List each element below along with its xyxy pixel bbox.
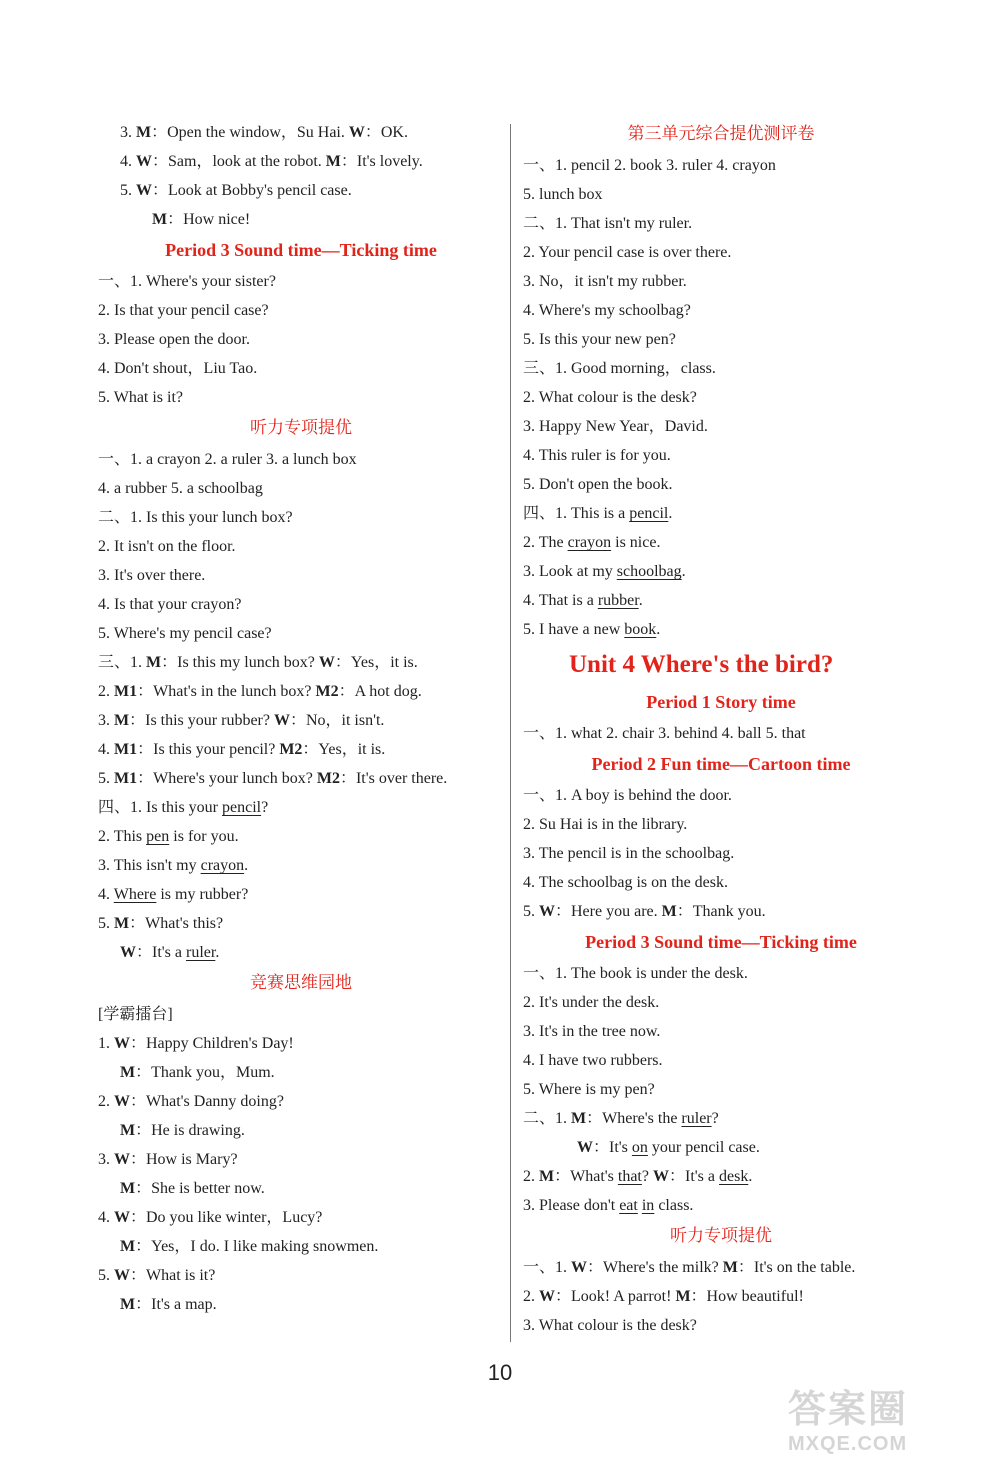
- answer-segment: 2. This: [98, 828, 147, 845]
- answer-segment: 1.: [98, 1035, 114, 1052]
- answer-segment: 3. It's in the tree now.: [523, 1023, 661, 1040]
- answer-line: [96, 1232, 506, 1261]
- answer-segment: 3. What colour is the desk?: [523, 1317, 697, 1334]
- answer-segment: W: [114, 1093, 130, 1110]
- answer-segment: M: [152, 211, 168, 228]
- answer-line: [96, 503, 506, 532]
- answer-segment: ：Is this your rubber?: [129, 712, 274, 729]
- answer-line: [96, 822, 506, 851]
- answer-segment: W: [136, 153, 152, 170]
- answer-line: [521, 1162, 921, 1191]
- answer-line: [521, 267, 921, 296]
- answer-line: [521, 1133, 921, 1162]
- answer-segment: M: [325, 153, 341, 170]
- answer-segment: ：Where's your lunch box?: [137, 770, 317, 787]
- answer-segment: 四、1. This is a: [523, 505, 630, 522]
- answer-segment: 二、1.: [523, 1110, 572, 1127]
- answer-segment: .: [656, 621, 661, 638]
- answer-line: [96, 1203, 506, 1232]
- answer-segment: W: [114, 1035, 130, 1052]
- answer-line: [521, 180, 921, 209]
- answer-segment: 3. The pencil is in the schoolbag.: [523, 845, 735, 862]
- answer-segment: your pencil case.: [647, 1139, 760, 1156]
- answer-segment: 2. The: [523, 534, 568, 551]
- answer-segment: is nice.: [611, 534, 661, 551]
- answer-segment: W: [120, 944, 136, 961]
- answer-line: [96, 735, 506, 764]
- answer-line: [521, 719, 921, 748]
- answer-line: [521, 868, 921, 897]
- answer-line: [521, 1282, 921, 1311]
- answer-segment: W: [136, 182, 152, 199]
- answer-segment: 2. Is that your pencil case?: [98, 302, 269, 319]
- answer-segment: M: [136, 124, 152, 141]
- answer-segment: W: [318, 654, 335, 671]
- answer-segment: 4. The schoolbag is on the desk.: [523, 874, 729, 891]
- answer-segment: 2. It's under the desk.: [523, 994, 660, 1011]
- answer-line: [96, 1000, 506, 1029]
- answer-segment: ：Here you are.: [555, 903, 662, 920]
- answer-line: [521, 615, 921, 644]
- answer-segment: 四、1. Is this your: [98, 799, 223, 816]
- answer-segment: M: [675, 1288, 691, 1305]
- answer-segment: ：What's: [554, 1168, 618, 1185]
- answer-segment: ：Is this your pencil?: [137, 741, 280, 758]
- answer-segment: 一、1. what 2. chair 3. behind 4. ball 5. that: [523, 725, 806, 742]
- section-heading: Period 1 Story time: [646, 692, 796, 712]
- answer-segment: ruler: [186, 944, 216, 961]
- answer-segment: 一、1.: [523, 1259, 572, 1276]
- answer-segment: W: [539, 903, 555, 920]
- answer-segment: ：Happy Children's Day!: [130, 1035, 294, 1052]
- answer-segment: 2.: [98, 1093, 114, 1110]
- answer-segment: ?: [641, 1168, 653, 1185]
- answer-segment: W: [539, 1288, 555, 1305]
- answer-segment: 3. Please open the door.: [98, 331, 250, 348]
- answer-segment: 5. Where's my pencil case?: [98, 625, 272, 642]
- answer-segment: ：Where's the: [586, 1110, 682, 1127]
- answer-segment: ：What is it?: [130, 1267, 216, 1284]
- answer-segment: 3. It's over there.: [98, 567, 206, 584]
- answer-line: [96, 474, 506, 503]
- answer-line: [521, 1017, 921, 1046]
- answer-line: [521, 441, 921, 470]
- answer-segment: W: [114, 1209, 130, 1226]
- answer-segment: 3.: [98, 1151, 114, 1168]
- answer-segment: Where: [113, 886, 157, 903]
- answer-segment: W: [652, 1168, 669, 1185]
- answer-segment: M: [571, 1110, 587, 1127]
- right-column: [521, 118, 921, 1340]
- answer-segment: ：Where's the milk?: [587, 1259, 723, 1276]
- answer-segment: M: [661, 903, 677, 920]
- answer-segment: ：It's over there.: [339, 770, 448, 787]
- answer-segment: ：Look at Bobby's pencil case.: [152, 182, 352, 199]
- answer-line: [96, 1087, 506, 1116]
- answer-segment: W: [577, 1139, 593, 1156]
- answer-line: [96, 296, 506, 325]
- answer-segment: W: [273, 712, 290, 729]
- answer-segment: 2. What colour is the desk?: [523, 389, 697, 406]
- answer-segment: 4.: [98, 1209, 114, 1226]
- answer-line: [521, 354, 921, 383]
- answer-segment: 三、1.: [98, 654, 147, 671]
- answer-segment: book: [624, 621, 657, 638]
- section-heading: 第三单元综合提优测评卷: [627, 124, 815, 144]
- answer-segment: M: [539, 1168, 555, 1185]
- answer-line: [96, 205, 506, 234]
- answer-segment: ：No，it isn't.: [289, 712, 385, 729]
- answer-segment: 4.: [120, 153, 136, 170]
- answer-line: [96, 325, 506, 354]
- answer-segment: 二、1. That isn't my ruler.: [523, 215, 693, 232]
- answer-segment: 4. This ruler is for you.: [523, 447, 671, 464]
- answer-segment: 3. Happy New Year，David.: [523, 418, 708, 435]
- answer-segment: ：What's Danny doing?: [130, 1093, 284, 1110]
- answer-line: [96, 1116, 506, 1145]
- answer-segment: 5. lunch box: [523, 186, 603, 203]
- answer-segment: ：Thank you，Mum.: [135, 1064, 275, 1081]
- section-heading: 竞赛思维园地: [250, 973, 352, 993]
- answer-segment: 一、1. A boy is behind the door.: [523, 787, 732, 804]
- answer-segment: ：It's: [593, 1139, 632, 1156]
- answer-segment: W: [348, 124, 365, 141]
- answer-line: [521, 470, 921, 499]
- answer-segment: 三、1. Good morning，class.: [523, 360, 716, 377]
- answer-segment: 二、1. Is this your lunch box?: [98, 509, 293, 526]
- answer-segment: that: [617, 1168, 642, 1185]
- answer-segment: crayon: [567, 534, 612, 551]
- section-heading: Period 3 Sound time—Ticking time: [165, 240, 437, 260]
- answer-line: [521, 238, 921, 267]
- answer-segment: 3.: [98, 712, 114, 729]
- answer-line: [521, 1075, 921, 1104]
- answer-segment: M2: [316, 770, 340, 787]
- answer-line: [96, 677, 506, 706]
- answer-segment: 一、1. Where's your sister?: [98, 273, 276, 290]
- answer-segment: on: [631, 1139, 648, 1156]
- answer-segment: 3. Please don't: [523, 1197, 620, 1214]
- answer-line: [96, 938, 506, 967]
- answer-segment: desk: [718, 1168, 749, 1185]
- answer-line: [96, 532, 506, 561]
- answer-segment: 一、1. a crayon 2. a ruler 3. a lunch box: [98, 451, 357, 468]
- answer-segment: 2.: [523, 1288, 539, 1305]
- answer-segment: ：Look! A parrot!: [555, 1288, 676, 1305]
- answer-line: [96, 909, 506, 938]
- answer-segment: .: [638, 592, 643, 609]
- answer-segment: 5. I have a new: [523, 621, 625, 638]
- answer-segment: ：How beautiful!: [690, 1288, 804, 1305]
- answer-line: [521, 1253, 921, 1282]
- answer-line: [96, 267, 506, 296]
- answer-segment: ：It's a: [136, 944, 186, 961]
- answer-segment: 5. What is it?: [98, 389, 184, 406]
- answer-line: [521, 412, 921, 441]
- answer-segment: ?: [261, 799, 269, 816]
- answer-segment: 2. Your pencil case is over there.: [523, 244, 732, 261]
- answer-segment: M: [120, 1064, 136, 1081]
- answer-line: [521, 325, 921, 354]
- answer-segment: crayon: [200, 857, 245, 874]
- answer-segment: pencil: [222, 799, 262, 816]
- answer-segment: ：How is Mary?: [130, 1151, 238, 1168]
- answer-line: [521, 839, 921, 868]
- answer-segment: ruler: [681, 1110, 712, 1127]
- answer-segment: 4.: [98, 741, 114, 758]
- answer-segment: 5.: [120, 182, 136, 199]
- answer-line: [521, 296, 921, 325]
- answer-segment: M: [114, 915, 130, 932]
- answer-line: [521, 810, 921, 839]
- answer-line: [96, 648, 506, 677]
- section-heading: Period 2 Fun time—Cartoon time: [591, 754, 851, 774]
- answer-segment: M2: [279, 741, 303, 758]
- answer-segment: ?: [711, 1110, 719, 1127]
- answer-line: [521, 781, 921, 810]
- answer-line: [96, 793, 506, 822]
- answer-segment: ：It's a map.: [135, 1296, 217, 1313]
- answer-segment: 4. Is that your crayon?: [98, 596, 242, 613]
- section-heading: 听力专项提优: [250, 418, 352, 438]
- answer-line: [96, 1145, 506, 1174]
- answer-segment: 4.: [98, 886, 114, 903]
- answer-segment: M1: [114, 770, 138, 787]
- answer-line: [96, 764, 506, 793]
- answer-segment: ：Yes，it is.: [302, 741, 386, 758]
- answer-line: [96, 354, 506, 383]
- answer-line: [521, 209, 921, 238]
- answer-segment: 2. It isn't on the floor.: [98, 538, 236, 555]
- answer-segment: .: [681, 563, 686, 580]
- answer-segment: [学霸擂台]: [98, 1006, 173, 1023]
- answer-segment: 2. Su Hai is in the library.: [523, 816, 688, 833]
- answer-segment: M2: [315, 683, 339, 700]
- answer-segment: .: [748, 1168, 753, 1185]
- unit-title: Unit 4 Where's the bird?: [569, 651, 834, 678]
- answer-segment: 5.: [98, 1267, 114, 1284]
- answer-line: [96, 383, 506, 412]
- answer-segment: 2.: [523, 1168, 539, 1185]
- answer-segment: ：Yes，I do. I like making snowmen.: [135, 1238, 379, 1255]
- answer-segment: M: [114, 712, 130, 729]
- column-divider: [510, 124, 511, 1342]
- answer-line: [96, 176, 506, 205]
- answer-segment: in: [641, 1197, 655, 1214]
- answer-segment: ：He is drawing.: [135, 1122, 245, 1139]
- answer-segment: M1: [114, 741, 138, 758]
- answer-line: [521, 557, 921, 586]
- answer-segment: M: [120, 1238, 136, 1255]
- answer-segment: 4. That is a: [523, 592, 598, 609]
- answer-segment: 一、1. The book is under the desk.: [523, 965, 748, 982]
- answer-line: [96, 445, 506, 474]
- answer-segment: W: [571, 1259, 588, 1276]
- answer-line: [521, 1311, 921, 1340]
- answer-segment: .: [244, 857, 249, 874]
- answer-line: [521, 499, 921, 528]
- answer-segment: ：What's in the lunch box?: [137, 683, 316, 700]
- answer-segment: pen: [146, 828, 170, 845]
- answer-line: [521, 586, 921, 615]
- answer-segment: 5.: [98, 915, 114, 932]
- answer-segment: 3. No，it isn't my rubber.: [523, 273, 687, 290]
- answer-line: [96, 1029, 506, 1058]
- answer-line: [96, 851, 506, 880]
- answer-segment: eat: [619, 1197, 638, 1214]
- answer-segment: W: [114, 1151, 130, 1168]
- answer-line: [96, 1290, 506, 1319]
- answer-segment: 5.: [523, 903, 539, 920]
- answer-segment: ：It's lovely.: [340, 153, 423, 170]
- answer-line: [521, 1046, 921, 1075]
- answer-segment: ：Yes，it is.: [334, 654, 418, 671]
- answer-segment: is for you.: [169, 828, 239, 845]
- answer-segment: 3. Look at my: [523, 563, 617, 580]
- answer-segment: rubber: [597, 592, 639, 609]
- answer-segment: 4. I have two rubbers.: [523, 1052, 663, 1069]
- answer-line: [521, 528, 921, 557]
- answer-line: [96, 590, 506, 619]
- answer-segment: class.: [654, 1197, 694, 1214]
- answer-segment: W: [114, 1267, 130, 1284]
- answer-segment: ：It's on the table.: [737, 1259, 856, 1276]
- answer-segment: 3. This isn't my: [98, 857, 201, 874]
- answer-segment: M: [120, 1180, 136, 1197]
- answer-segment: M: [120, 1122, 136, 1139]
- answer-segment: 2.: [98, 683, 114, 700]
- section-heading: Period 3 Sound time—Ticking time: [585, 932, 857, 952]
- answer-segment: 4. a rubber 5. a schoolbag: [98, 480, 263, 497]
- answer-line: [96, 880, 506, 909]
- answer-segment: schoolbag: [616, 563, 682, 580]
- answer-line: [521, 151, 921, 180]
- answer-segment: ：How nice!: [167, 211, 251, 228]
- answer-line: [96, 147, 506, 176]
- answer-segment: is my rubber?: [156, 886, 249, 903]
- answer-line: [96, 1174, 506, 1203]
- answer-segment: 一、1. pencil 2. book 3. ruler 4. crayon: [523, 157, 776, 174]
- watermark-url: MXQE.COM: [788, 1433, 908, 1455]
- answer-segment: 4. Where's my schoolbag?: [523, 302, 691, 319]
- answer-line: [96, 706, 506, 735]
- answer-line: [96, 1058, 506, 1087]
- left-column: [96, 118, 506, 1319]
- answer-segment: M: [722, 1259, 738, 1276]
- answer-line: [96, 619, 506, 648]
- answer-segment: ：Open the window，Su Hai.: [151, 124, 349, 141]
- answer-segment: ：Sam，look at the robot.: [152, 153, 326, 170]
- answer-segment: ：Thank you.: [676, 903, 766, 920]
- answer-segment: ：She is better now.: [135, 1180, 265, 1197]
- answer-segment: M: [120, 1296, 136, 1313]
- watermark-logo: [788, 1378, 978, 1455]
- answer-segment: 3.: [120, 124, 136, 141]
- answer-line: [521, 1191, 921, 1220]
- answer-line: [96, 1261, 506, 1290]
- section-heading: 听力专项提优: [670, 1226, 772, 1246]
- answer-line: [521, 897, 921, 926]
- answer-segment: 5. Don't open the book.: [523, 476, 673, 493]
- answer-line: [521, 383, 921, 412]
- answer-segment: M: [146, 654, 162, 671]
- answer-segment: ：OK.: [364, 124, 408, 141]
- answer-line: [521, 1104, 921, 1133]
- watermark-glyphs: 答案圈: [788, 1387, 909, 1431]
- page-number: 10: [487, 1360, 513, 1385]
- answer-line: [96, 118, 506, 147]
- answer-segment: 5. Is this your new pen?: [523, 331, 676, 348]
- answer-segment: 5.: [98, 770, 114, 787]
- answer-segment: pencil: [629, 505, 669, 522]
- answer-segment: .: [215, 944, 220, 961]
- answer-segment: 5. Where is my pen?: [523, 1081, 655, 1098]
- answer-segment: .: [668, 505, 673, 522]
- answer-segment: ：Is this my lunch box?: [161, 654, 319, 671]
- answer-line: [96, 561, 506, 590]
- answer-segment: M1: [114, 683, 138, 700]
- answer-line: [521, 959, 921, 988]
- answer-segment: ：A hot dog.: [338, 683, 422, 700]
- answer-line: [521, 988, 921, 1017]
- answer-segment: 4. Don't shout，Liu Tao.: [98, 360, 258, 377]
- answer-segment: ：Do you like winter，Lucy?: [130, 1209, 323, 1226]
- answer-segment: ：It's a: [668, 1168, 719, 1185]
- answer-segment: ：What's this?: [129, 915, 224, 932]
